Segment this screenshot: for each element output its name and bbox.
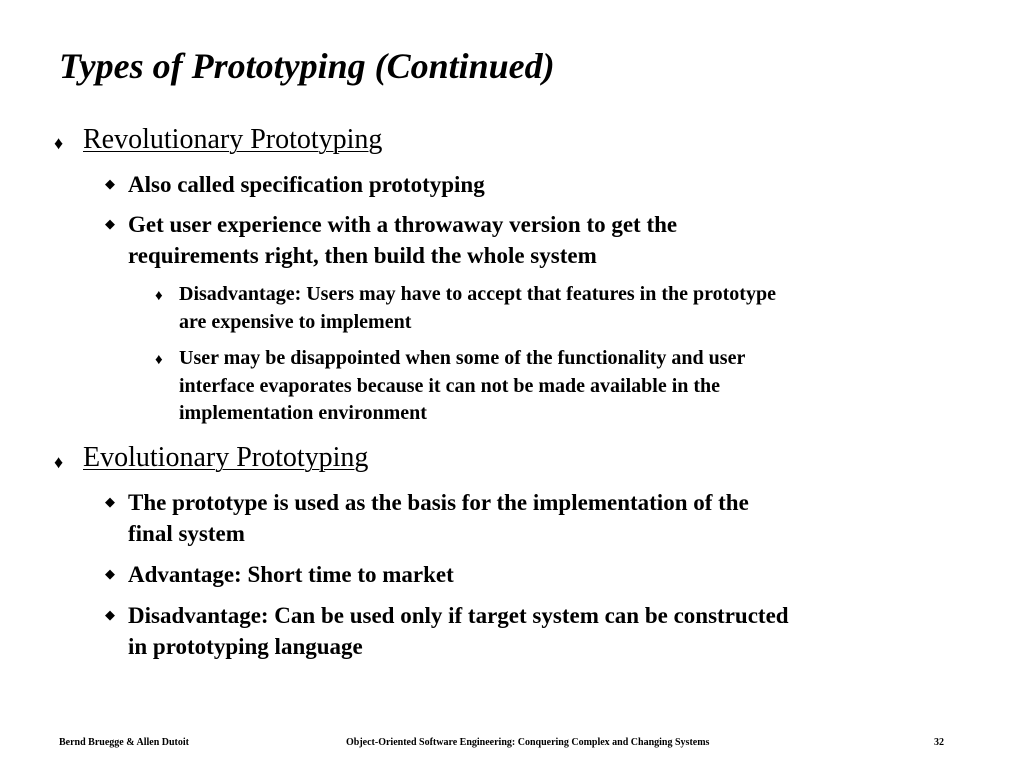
- slide-title: Types of Prototyping (Continued): [59, 46, 555, 86]
- diamond-bullet-icon: ◆: [105, 566, 115, 581]
- section-heading: Evolutionary Prototyping: [83, 442, 369, 473]
- list-item-text: User may be disappointed when some of the functionality and user: [179, 347, 746, 369]
- diamond-bullet-icon: ♦: [54, 452, 64, 472]
- list-item-text: Get user experience with a throwaway version to get the: [128, 212, 678, 237]
- list-item-text: implementation environment: [179, 402, 427, 424]
- diamond-bullet-icon: ♦: [155, 288, 163, 304]
- diamond-bullet-icon: ◆: [105, 494, 115, 509]
- footer-page-number: 32: [934, 737, 944, 748]
- list-item-text: Advantage: Short time to market: [128, 562, 454, 587]
- diamond-bullet-icon: ◆: [105, 607, 115, 622]
- footer-authors: Bernd Bruegge & Allen Dutoit: [59, 737, 189, 748]
- list-item-text: in prototyping language: [128, 634, 363, 659]
- footer-book-title: Object-Oriented Software Engineering: Conquering Complex and Changing Systems: [346, 737, 710, 748]
- section-heading: Revolutionary Prototyping: [83, 124, 383, 155]
- diamond-bullet-icon: ♦: [155, 352, 163, 368]
- list-item-text: The prototype is used as the basis for the implementation of the: [128, 490, 749, 515]
- list-item-text: Disadvantage: Can be used only if target system can be constructed: [128, 603, 789, 628]
- diamond-bullet-icon: ◆: [105, 176, 115, 191]
- list-item-text: Also called specification prototyping: [128, 172, 485, 197]
- list-item-text: Disadvantage: Users may have to accept that features in the prototype: [179, 283, 776, 305]
- list-item-text: interface evaporates because it can not be made available in the: [179, 375, 721, 397]
- list-item-text: requirements right, then build the whole system: [128, 243, 597, 268]
- diamond-bullet-icon: ◆: [105, 216, 115, 231]
- list-item-text: are expensive to implement: [179, 311, 412, 333]
- diamond-bullet-icon: ♦: [54, 133, 64, 153]
- list-item-text: final system: [128, 521, 245, 546]
